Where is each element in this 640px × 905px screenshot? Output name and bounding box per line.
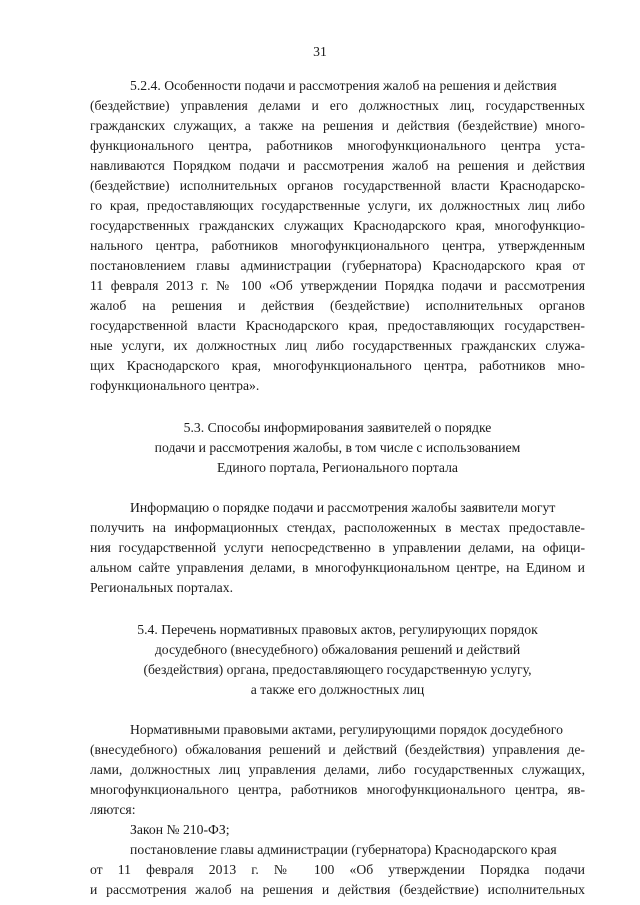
text-line: гофункционального центра». [90, 378, 260, 393]
text-line: ляются: [90, 802, 136, 817]
text-line: многофункционального центра, работников многофункционального центра, яв- [90, 782, 585, 797]
text-line: функционального центра, работников многофункционального центра уста- [90, 138, 585, 153]
section-heading: (бездействия) органа, предоставляющего государственную услугу, [143, 662, 532, 677]
text-line: гражданских служащих, а также на решения и действия (бездействие) много- [90, 118, 585, 133]
text-line: постановление главы администрации (губернатора) Краснодарского края [130, 842, 557, 857]
page-number: 31 [313, 44, 327, 59]
section-heading: Единого портала, Регионального портала [217, 460, 458, 475]
text-line: ния государственной услуги непосредственно в управлении делами, на офици- [90, 540, 585, 555]
text-line: 5.2.4. Особенности подачи и рассмотрения жалоб на решения и действия [130, 78, 557, 93]
text-line: ные услуги, их должностных лиц либо государственных гражданских служа- [90, 338, 585, 353]
text-line: навливаются Порядком подачи и рассмотрения жалоб на решения и действия [90, 158, 585, 173]
text-line: Нормативными правовыми актами, регулирующими порядок досудебного [130, 722, 563, 737]
text-line: жалоб на решения и действия (бездействие) исполнительных органов [90, 298, 585, 313]
text-line: щих Краснодарского края, многофункционального центра, работников мно- [90, 358, 585, 373]
text-line: го края, предоставляющих государственные услуги, их должностных лиц либо [90, 198, 585, 213]
text-line: постановлением главы администрации (губернатора) Краснодарского края от [90, 258, 585, 273]
text-line: Региональных порталах. [90, 580, 234, 595]
text-line: Закон № 210-ФЗ; [130, 822, 230, 837]
text-line: Информацию о порядке подачи и рассмотрения жалобы заявители могут [130, 500, 556, 515]
text-line: от 11 февраля 2013 г. № 100 «Об утверждении Порядка подачи [90, 862, 585, 877]
text-line: государственной власти Краснодарского края, предоставляющих государствен- [90, 318, 585, 333]
section-heading: 5.4. Перечень нормативных правовых актов, регулирующих порядок [137, 622, 538, 637]
section-heading: а также его должностных лиц [250, 682, 425, 697]
text-line: (внесудебного) обжалования решений и действий (бездействия) управления де- [90, 742, 585, 757]
text-line: государственных гражданских служащих Краснодарского края, многофункцио- [90, 218, 585, 233]
section-heading: досудебного (внесудебного) обжалования решений и действий [154, 642, 521, 657]
text-line: альном сайте управления делами, в многофункциональном центре, на Едином и [90, 560, 585, 575]
text-line: 11 февраля 2013 г. № 100 «Об утверждении Порядка подачи и рассмотрения [90, 278, 585, 293]
section-heading: 5.3. Способы информирования заявителей о порядке [183, 420, 492, 435]
text-line: получить на информационных стендах, расположенных в местах предоставле- [90, 520, 585, 535]
text-line: нального центра, работников многофункционального центра, утвержденным [90, 238, 585, 253]
text-line: (бездействие) исполнительных органов государственной власти Краснодарско- [90, 178, 585, 193]
text-line: лами, должностных лиц управления делами, либо государственных служащих, [90, 762, 585, 777]
section-heading: подачи и рассмотрения жалобы, в том числе с использованием [154, 440, 521, 455]
text-line: и рассмотрения жалоб на решения и действия (бездействие) исполнительных [90, 882, 585, 897]
text-line: (бездействие) управления делами и его должностных лиц, государственных [90, 98, 585, 113]
